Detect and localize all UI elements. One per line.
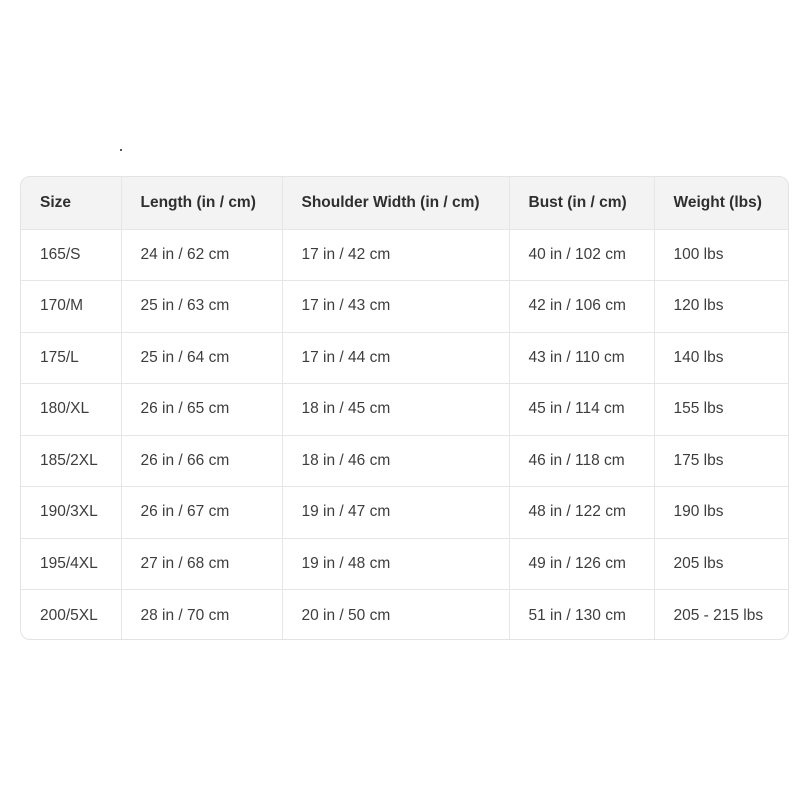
header-shoulder-width: Shoulder Width (in / cm) (282, 177, 509, 229)
cell-bust: 51 in / 130 cm (509, 590, 654, 641)
cell-size: 190/3XL (21, 487, 121, 539)
table-row (21, 384, 789, 436)
table-row (21, 332, 789, 384)
cell-length: 25 in / 63 cm (121, 281, 282, 333)
cell-length: 24 in / 62 cm (121, 229, 282, 281)
cell-size: 175/L (21, 332, 121, 384)
cell-shoulder-width: 19 in / 48 cm (282, 538, 509, 590)
cell-shoulder-width: 18 in / 46 cm (282, 435, 509, 487)
table-row (21, 281, 789, 333)
cell-weight: 155 lbs (673, 400, 724, 418)
cell-size: 170/M (21, 281, 121, 333)
cell-weight: 205 lbs (673, 554, 724, 572)
cell-length: 25 in / 64 cm (121, 332, 282, 384)
cell-length: 26 in / 65 cm (121, 384, 282, 436)
cell-weight: 100 lbs (673, 245, 724, 263)
cell-shoulder-width: 19 in / 47 cm (282, 487, 509, 539)
cell-size: 195/4XL (21, 538, 121, 590)
cell-bust: 49 in / 126 cm (509, 538, 654, 590)
table-row (21, 229, 789, 281)
cell-size: 165/S (21, 229, 121, 281)
cell-shoulder-width: 17 in / 44 cm (282, 332, 509, 384)
cell-length: 28 in / 70 cm (121, 590, 282, 641)
cell-weight: 120 lbs (673, 297, 724, 315)
cell-size: 180/XL (21, 384, 121, 436)
size-chart-table (21, 177, 789, 640)
cell-shoulder-width: 20 in / 50 cm (282, 590, 509, 641)
header-length: Length (in / cm) (121, 177, 282, 229)
header-size: Size (21, 177, 121, 229)
size-chart-body (21, 229, 789, 640)
header-bust: Bust (in / cm) (509, 177, 654, 229)
table-row (21, 487, 789, 539)
header-weight: Weight (lbs) (673, 193, 762, 211)
cell-shoulder-width: 17 in / 42 cm (282, 229, 509, 281)
cell-shoulder-width: 17 in / 43 cm (282, 281, 509, 333)
cell-length: 26 in / 66 cm (121, 435, 282, 487)
cell-bust: 40 in / 102 cm (509, 229, 654, 281)
table-row (21, 590, 789, 641)
cell-length: 27 in / 68 cm (121, 538, 282, 590)
table-row (21, 435, 789, 487)
table-row (21, 538, 789, 590)
cell-weight: 205 - 215 lbs (673, 606, 764, 624)
cell-size: 185/2XL (21, 435, 121, 487)
cell-length: 26 in / 67 cm (121, 487, 282, 539)
cell-bust: 42 in / 106 cm (509, 281, 654, 333)
cell-bust: 43 in / 110 cm (509, 332, 654, 384)
cell-weight: 140 lbs (673, 348, 724, 366)
cell-bust: 48 in / 122 cm (509, 487, 654, 539)
cell-size: 200/5XL (21, 590, 121, 641)
cell-bust: 45 in / 114 cm (509, 384, 654, 436)
cell-bust: 46 in / 118 cm (509, 435, 654, 487)
size-chart (20, 176, 789, 640)
cell-weight: 175 lbs (673, 451, 724, 469)
cell-weight: 190 lbs (673, 503, 724, 521)
stray-dot (120, 149, 122, 151)
header-row (21, 177, 789, 229)
cell-shoulder-width: 18 in / 45 cm (282, 384, 509, 436)
size-chart-header (21, 177, 789, 229)
